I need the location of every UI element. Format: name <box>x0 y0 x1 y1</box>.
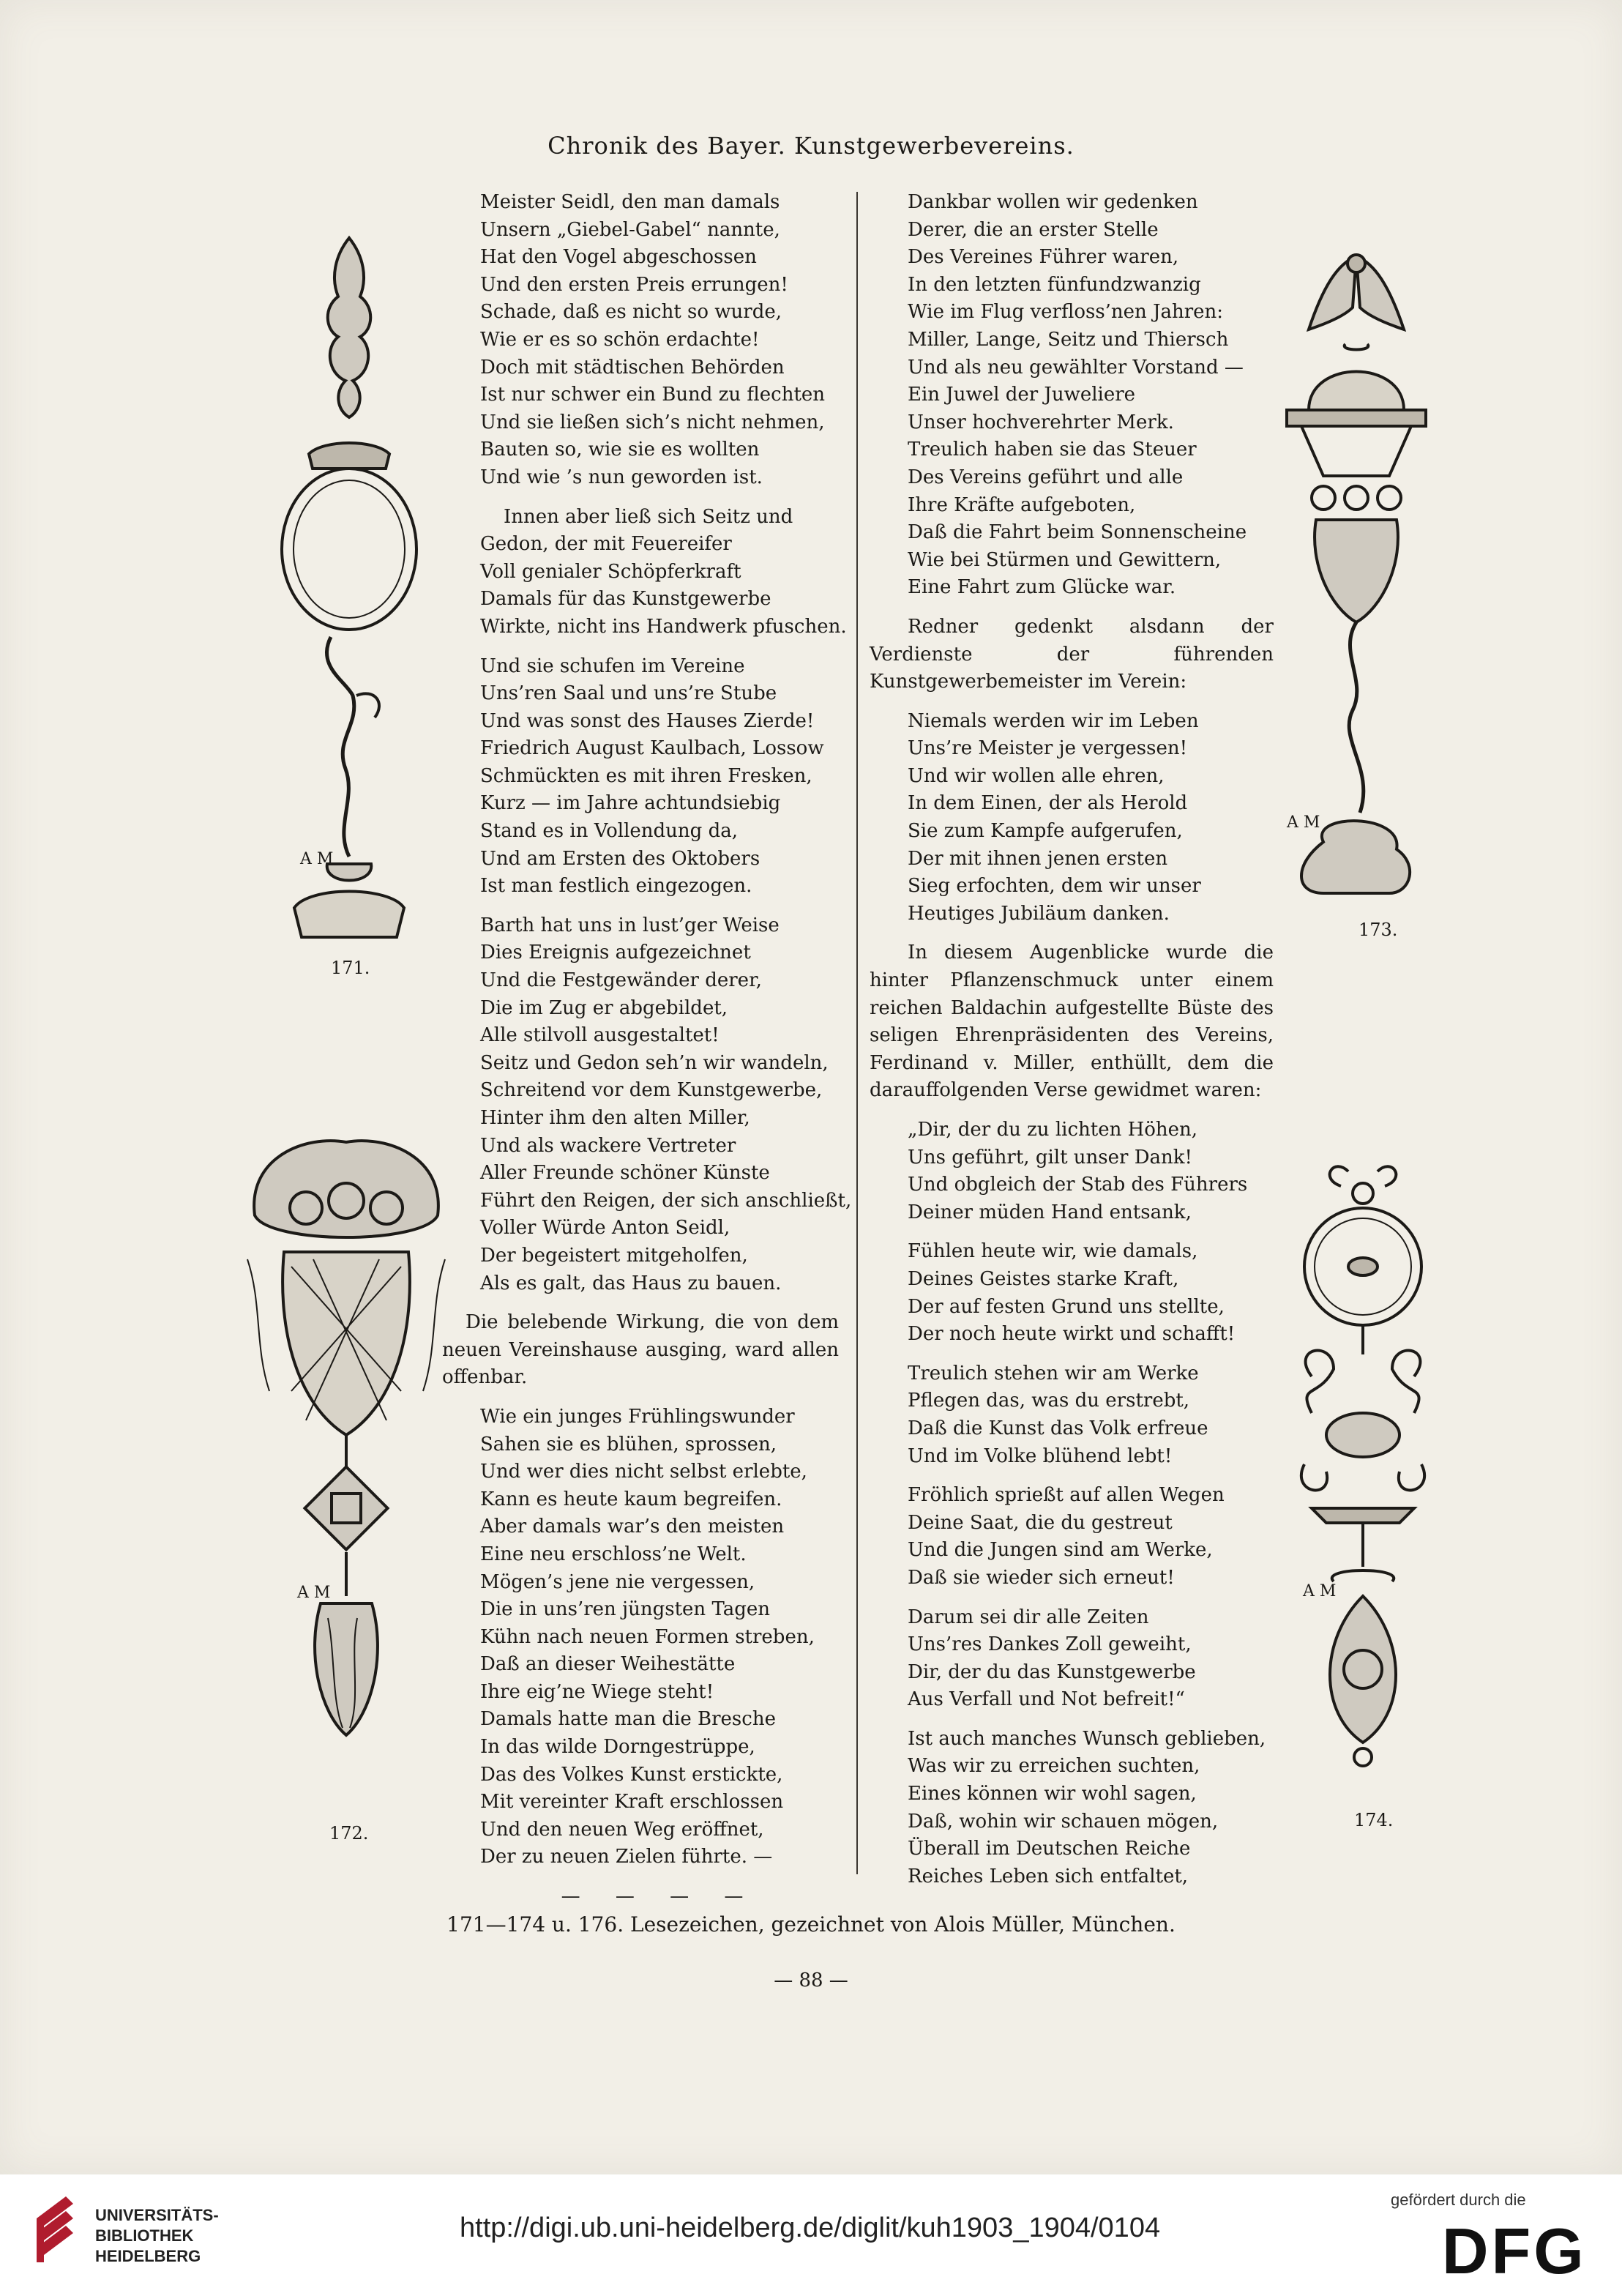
verse-line: Der noch heute wirkt und schafft! <box>908 1323 1236 1346</box>
verse-line: Und im Volke blühend lebt! <box>908 1445 1173 1467</box>
verse-line: Schreitend vor dem Kunstgewerbe, <box>480 1079 823 1102</box>
prose-paragraph: In diesem Augenblicke wurde die hinter Pflanzenschmuck unter einem reichen Baldachin aufgestellte Büste des seligen Ehrenpräsidenten des Vereins, Ferdinand v. Miller, enthüllt, dem die darauffolgenden Verse gewidmet waren: <box>870 942 1274 1102</box>
verse-line: In dem Einen, der als Herold <box>908 792 1188 815</box>
verse-line: Die im Zug er abgebildet, <box>480 996 728 1019</box>
funded-by-label: gefördert durch die <box>1391 2191 1526 2209</box>
verse-line: Unser hochverehrter Merk. <box>908 411 1174 433</box>
figure-172-number: 172. <box>329 1823 369 1844</box>
verse-line: Wie ein junges Frühlingswunder <box>480 1405 795 1428</box>
poem-stanza <box>870 708 1274 928</box>
verse-line: Ihre eig’ne Wiege steht! <box>480 1680 714 1703</box>
verse-line: Der zu neuen Zielen führte. — <box>480 1846 773 1868</box>
verse-line: Und die Festgewänder derer, <box>480 969 762 992</box>
verse-line: Treulich stehen wir am Werke <box>908 1362 1199 1384</box>
verse-line: Daß die Kunst das Volk erfreue <box>908 1417 1208 1439</box>
verse-line: Was wir zu erreichen suchten, <box>908 1755 1200 1778</box>
verse-line: Und den ersten Preis errungen! <box>480 273 788 296</box>
verse-line: Reiches Leben sich entfaltet, <box>908 1865 1189 1887</box>
verse-line: Der auf festen Grund uns stellte, <box>908 1295 1225 1318</box>
verse-line: Und was sonst des Hauses Zierde! <box>480 709 815 732</box>
verse-line: In das wilde Dorngestrüppe, <box>480 1736 755 1759</box>
verse-line: Überall im Deutschen Reiche <box>908 1838 1191 1860</box>
verse-line: Eine Fahrt zum Glücke war. <box>908 576 1176 599</box>
verse-line: Heutiges Jubiläum danken. <box>908 902 1170 925</box>
verse-line: Damals für das Kunstgewerbe <box>480 588 771 611</box>
verse-line: Kühn nach neuen Formen streben, <box>480 1625 815 1648</box>
fig174-monogram: A M <box>1303 1582 1337 1600</box>
verse-line: Daß, wohin wir schauen mögen, <box>908 1810 1219 1833</box>
verse-line: Und den neuen Weg eröffnet, <box>480 1818 764 1841</box>
verse-line: Ein Juwel der Juweliere <box>908 384 1136 406</box>
verse-line: Und sie schufen im Vereine <box>480 655 745 677</box>
verse-line: Des Vereines Führer waren, <box>908 246 1179 269</box>
verse-line: Sie zum Kampfe aufgerufen, <box>908 820 1183 843</box>
permalink-url[interactable]: http://digi.ub.uni-heidelberg.de/diglit/kuh1903_1904/0104 <box>460 2213 1161 2243</box>
verse-line: Barth hat uns in lust’ger Weise <box>480 914 780 936</box>
verse-line: Innen aber ließ sich Seitz und <box>504 505 793 528</box>
verse-line: Ist nur schwer ein Bund zu flechten <box>480 384 826 406</box>
poem-stanza <box>480 504 847 641</box>
verse-line: Treulich haben sie das Steuer <box>908 439 1197 461</box>
verse-line: Mögen’s jene nie vergessen, <box>480 1570 755 1593</box>
verse-line: Miller, Lange, Seitz und Thiersch <box>908 328 1229 351</box>
verse-line: Eine neu erschloss’ne Welt. <box>480 1543 747 1565</box>
figure-171-ornament <box>265 227 433 952</box>
figure-174-ornament <box>1290 1157 1436 1801</box>
verse-line: Kann es heute kaum begreifen. <box>480 1488 782 1510</box>
verse-line: Fühlen heute wir, wie damals, <box>908 1240 1198 1263</box>
library-logo-mark <box>29 2189 88 2277</box>
fig171-monogram: A M <box>300 850 334 868</box>
bookmark-fruit-basket-drawing <box>240 1128 452 1808</box>
verse-line: Wie bei Stürmen und Gewittern, <box>908 548 1222 571</box>
figure-173-number: 173. <box>1358 920 1398 940</box>
poem-stanza <box>870 1117 1274 1226</box>
verse-line: Und wie ’s nun geworden ist. <box>480 466 763 488</box>
figure-172-ornament <box>240 1128 452 1808</box>
library-name <box>95 2205 219 2267</box>
poem-stanza <box>480 912 852 1297</box>
verse-line: Schmückten es mit ihren Fresken, <box>480 764 812 787</box>
verse-line: Wirkte, nicht ins Handwerk pfuschen. <box>480 615 847 638</box>
figure-173-ornament <box>1279 242 1433 908</box>
page-number: — 88 — <box>774 1969 848 1991</box>
prose-paragraph: Redner gedenkt alsdann der Verdienste der führenden Kunstgewerbemeister im Verein: <box>870 615 1274 693</box>
poem-stanza <box>870 1360 1274 1470</box>
verse-line: Meister Seidl, den man damals <box>480 191 780 213</box>
verse-line: Uns’ren Saal und uns’re Stube <box>480 682 777 705</box>
left-text-column <box>442 189 852 1911</box>
library-logo-icon <box>29 2189 88 2277</box>
running-head: Chronik des Bayer. Kunstgewerbevereins. <box>547 132 1075 160</box>
verse-line: „Dir, der du zu lichten Höhen, <box>908 1119 1198 1141</box>
right-text-column <box>870 189 1274 1902</box>
verse-line: Und wer dies nicht selbst erlebte, <box>480 1461 807 1483</box>
verse-line: Alle stilvoll ausgestaltet! <box>480 1024 720 1047</box>
poem-stanza <box>870 1604 1274 1714</box>
bookmark-goblet-drawing <box>265 227 433 952</box>
verse-line: Und als wackere Vertreter <box>480 1134 736 1157</box>
bookmark-eagle-chalice-drawing <box>1279 242 1433 908</box>
verse-line: Die in uns’ren jüngsten Tagen <box>480 1598 771 1621</box>
section-separator: — — — — <box>561 1885 758 1908</box>
verse-line: Friedrich August Kaulbach, Lossow <box>480 737 824 760</box>
fig172-monogram: A M <box>297 1584 331 1602</box>
verse-line: Aber damals war’s den meisten <box>480 1516 785 1538</box>
verse-line: Dankbar wollen wir gedenken <box>908 191 1198 213</box>
verse-line: Seitz und Gedon seh’n wir wandeln, <box>480 1051 829 1074</box>
poem-stanza <box>870 1726 1274 1891</box>
figure-171-number: 171. <box>331 958 370 978</box>
verse-line: Das des Volkes Kunst erstickte, <box>480 1763 783 1786</box>
verse-line: Deine Saat, die du gestreut <box>908 1511 1173 1534</box>
verse-line: Ist man festlich eingezogen. <box>480 875 752 898</box>
verse-line: Der begeistert mitgeholfen, <box>480 1244 748 1267</box>
verse-line: Deiner müden Hand entsank, <box>908 1201 1192 1223</box>
verse-line: Doch mit städtischen Behörden <box>480 356 785 379</box>
verse-line: Damals hatte man die Bresche <box>480 1708 776 1731</box>
verse-line: Und am Ersten des Oktobers <box>480 847 760 870</box>
verse-line: Und obgleich der Stab des Führers <box>908 1174 1248 1196</box>
verse-line: Stand es in Vollendung da, <box>480 820 738 843</box>
verse-line: Sahen sie es blühen, sprossen, <box>480 1433 777 1456</box>
verse-line: In den letzten fünfundzwanzig <box>908 273 1201 296</box>
verse-line: Voll genialer Schöpferkraft <box>480 560 741 583</box>
verse-line: Deines Geistes starke Kraft, <box>908 1267 1179 1290</box>
verse-line: Daß an dieser Weihestätte <box>480 1653 736 1676</box>
verse-line: Uns’res Dankes Zoll geweiht, <box>908 1633 1192 1656</box>
verse-line: Führt den Reigen, der sich anschließt, <box>480 1189 852 1212</box>
verse-line: Aller Freunde schöner Künste <box>480 1162 770 1185</box>
verse-line: Unsern „Giebel-Gabel“ nannte, <box>480 218 780 241</box>
verse-line: Und sie ließen sich’s nicht nehmen, <box>480 411 825 433</box>
prose-paragraph: Die belebende Wirkung, die von dem neuen Vereinshause ausging, ward allen offenbar. <box>442 1311 839 1389</box>
verse-line: Ihre Kräfte aufgeboten, <box>908 493 1136 516</box>
poem-stanza <box>870 1482 1274 1592</box>
column-divider <box>856 192 858 1874</box>
verse-line: Daß die Fahrt beim Sonnenscheine <box>908 521 1247 544</box>
viewer-footer <box>0 2174 1622 2296</box>
verse-line: Bauten so, wie sie es wollten <box>480 439 760 461</box>
verse-line: Gedon, der mit Feuereifer <box>480 533 732 556</box>
verse-line: Und als neu gewählter Vorstand — <box>908 356 1244 379</box>
verse-line: Des Vereins geführt und alle <box>908 466 1184 488</box>
verse-line: Sieg erfochten, dem wir unser <box>908 875 1201 898</box>
verse-line: Fröhlich sprießt auf allen Wegen <box>908 1484 1225 1507</box>
verse-line: Und die Jungen sind am Werke, <box>908 1539 1213 1562</box>
verse-line: Schade, daß es nicht so wurde, <box>480 301 782 324</box>
verse-line: Eines können wir wohl sagen, <box>908 1783 1197 1805</box>
verse-line: Hat den Vogel abgeschossen <box>480 246 757 269</box>
verse-line: Darum sei dir alle Zeiten <box>908 1606 1149 1628</box>
verse-line: Dies Ereignis aufgezeichnet <box>480 942 751 964</box>
verse-line: Voller Würde Anton Seidl, <box>480 1217 730 1240</box>
verse-line: Daß sie wieder sich erneut! <box>908 1566 1175 1589</box>
dfg-logo: DFG <box>1442 2215 1587 2287</box>
verse-line: Ist auch manches Wunsch geblieben, <box>908 1727 1266 1750</box>
figure-caption: 171—174 u. 176. Lesezeichen, gezeichnet von Alois Müller, München. <box>446 1912 1176 1937</box>
bookmark-pendant-drawing <box>1290 1157 1436 1801</box>
library-name-line: HEIDELBERG <box>95 2247 201 2265</box>
poem-stanza <box>480 189 839 492</box>
poem-stanza <box>480 1404 839 1871</box>
verse-line: Und wir wollen alle ehren, <box>908 764 1165 787</box>
verse-line: Uns geführt, gilt unser Dank! <box>908 1146 1193 1168</box>
poem-stanza <box>870 189 1274 602</box>
fig173-monogram: A M <box>1287 813 1320 832</box>
poem-stanza <box>870 1238 1274 1348</box>
verse-line: Wie er es so schön erdachte! <box>480 328 760 351</box>
verse-line: Wie im Flug verfloss’nen Jahren: <box>908 301 1224 324</box>
library-name-line: BIBLIOTHEK <box>95 2226 194 2245</box>
verse-line: Hinter ihm den alten Miller, <box>480 1107 750 1129</box>
verse-line: Derer, die an erster Stelle <box>908 218 1159 241</box>
figure-174-number: 174. <box>1354 1810 1394 1830</box>
verse-line: Mit vereinter Kraft erschlossen <box>480 1791 784 1814</box>
verse-line: Dir, der du das Kunstgewerbe <box>908 1660 1196 1683</box>
poem-stanza <box>480 653 839 901</box>
verse-line: Uns’re Meister je vergessen! <box>908 737 1188 760</box>
verse-line: Als es galt, das Haus zu bauen. <box>480 1272 782 1294</box>
verse-line: Niemals werden wir im Leben <box>908 709 1199 732</box>
verse-line: Pflegen das, was du erstrebt, <box>908 1390 1190 1412</box>
library-name-line: UNIVERSITÄTS- <box>95 2206 219 2224</box>
verse-line: Aus Verfall und Not befreit!“ <box>908 1688 1185 1711</box>
verse-line: Kurz — im Jahre achtundsiebig <box>480 792 781 815</box>
verse-line: Der mit ihnen jenen ersten <box>908 847 1168 870</box>
